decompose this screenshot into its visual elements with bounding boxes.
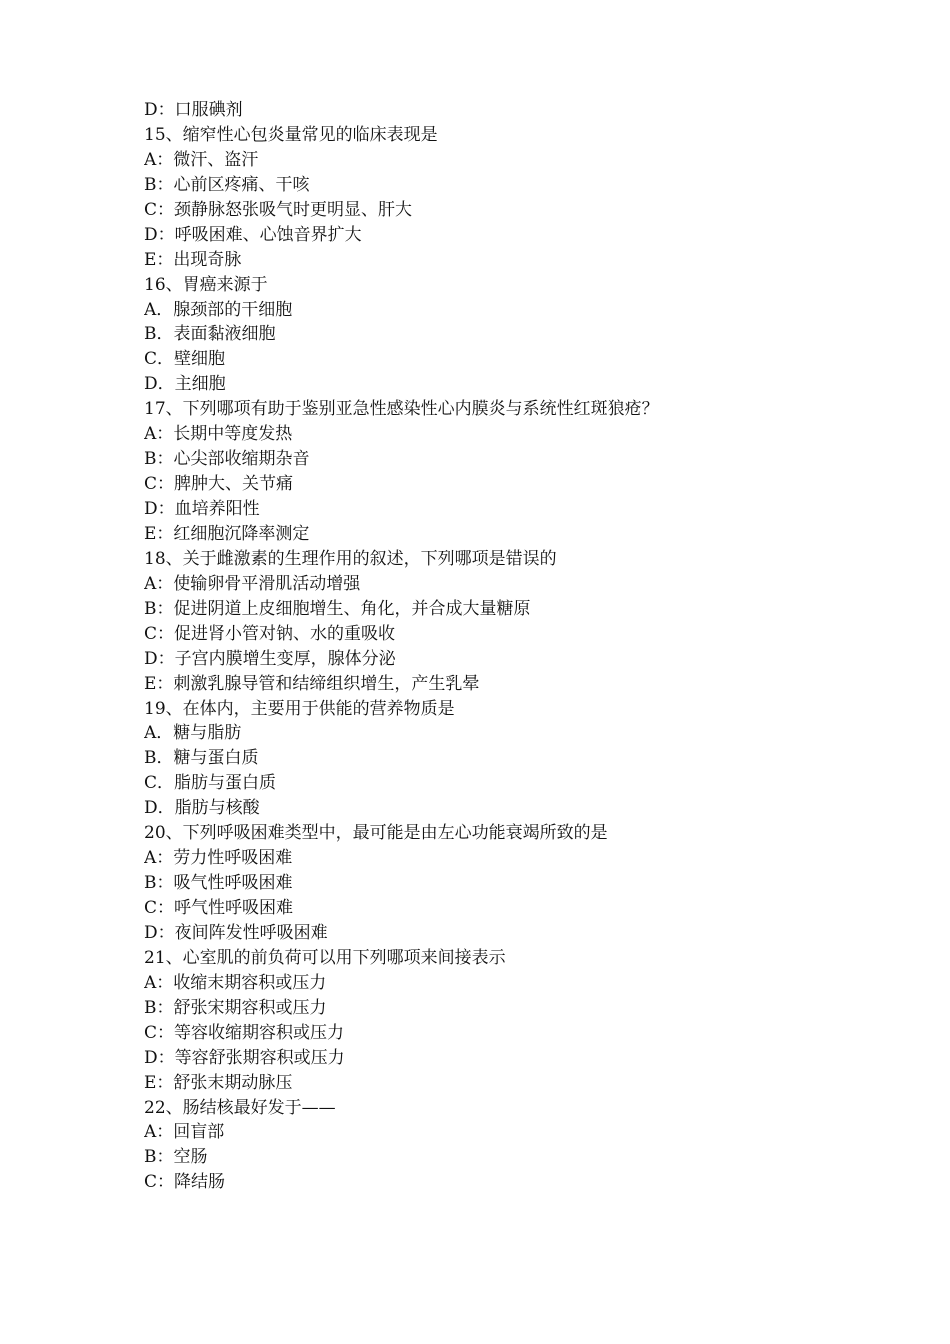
answer-option: E：舒张末期动脉压 <box>144 1072 293 1093</box>
question-text-block <box>144 98 824 1195</box>
answer-option: B：舒张宋期容积或压力 <box>144 997 327 1018</box>
answer-option: C：脾肿大、关节痛 <box>144 474 294 495</box>
answer-option: E：红细胞沉降率测定 <box>144 523 310 544</box>
answer-option: A．糖与脂肪 <box>144 723 242 744</box>
answer-option: A：回盲部 <box>144 1122 225 1143</box>
answer-option: D：等容舒张期容积或压力 <box>144 1047 345 1068</box>
answer-option: A．腺颈部的干细胞 <box>144 299 293 320</box>
answer-option: B：吸气性呼吸困难 <box>144 873 293 894</box>
answer-option: B．糖与蛋白质 <box>144 748 259 769</box>
answer-option: B：心尖部收缩期杂音 <box>144 449 310 470</box>
answer-option: C．脂肪与蛋白质 <box>144 773 277 794</box>
question-stem: 16、胃癌来源于 <box>144 274 268 295</box>
answer-option: B．表面黏液细胞 <box>144 324 276 345</box>
question-stem: 17、下列哪项有助于鉴别亚急性感染性心内膜炎与系统性红斑狼疮？ <box>144 399 659 420</box>
answer-option: B：促进阴道上皮细胞增生、角化，并合成大量糖原 <box>144 598 531 619</box>
text-line: D：口服碘剂 <box>144 100 243 120</box>
answer-option: D：呼吸困难、心蚀音界扩大 <box>144 224 362 245</box>
answer-option: D：子宫内膜增生变厚，腺体分泌 <box>144 648 396 669</box>
question-stem: 22、肠结核最好发于—— <box>144 1097 336 1118</box>
answer-option: C：颈静脉怒张吸气时更明显、肝大 <box>144 199 413 220</box>
answer-option: D．主细胞 <box>144 374 226 395</box>
answer-option: D：夜间阵发性呼吸困难 <box>144 922 328 943</box>
answer-option: B：空肠 <box>144 1147 208 1168</box>
answer-option: D：血培养阳性 <box>144 499 260 519</box>
question-stem: 20、下列呼吸困难类型中，最可能是由左心功能衰竭所致的是 <box>144 823 608 844</box>
answer-option: C．壁细胞 <box>144 349 226 370</box>
answer-option: A：使输卵骨平滑肌活动增强 <box>144 573 361 594</box>
answer-option: C：等容收缩期容积或压力 <box>144 1022 345 1043</box>
question-stem: 18、关于雌激素的生理作用的叙述，下列哪项是错误的 <box>144 548 557 569</box>
question-stem: 19、在体内，主要用于供能的营养物质是 <box>144 698 455 719</box>
answer-option: C：降结肠 <box>144 1172 226 1193</box>
answer-option: E：出现奇脉 <box>144 249 242 270</box>
answer-option: B：心前区疼痛、干咳 <box>144 174 310 195</box>
answer-option: A：收缩末期容积或压力 <box>144 972 327 993</box>
question-stem: 15、缩窄性心包炎量常见的临床表现是 <box>144 124 438 145</box>
question-stem: 21、心室肌的前负荷可以用下列哪项来间接表示 <box>144 947 506 968</box>
answer-option: D．脂肪与核酸 <box>144 798 260 819</box>
answer-option: A：劳力性呼吸困难 <box>144 848 293 869</box>
answer-option: C：呼气性呼吸困难 <box>144 898 294 918</box>
answer-option: A：微汗、盗汗 <box>144 149 259 170</box>
answer-option: C：促进肾小管对钠、水的重吸收 <box>144 623 396 644</box>
answer-option: A：长期中等度发热 <box>144 424 293 445</box>
answer-option: E：刺激乳腺导管和结缔组织增生，产生乳晕 <box>144 673 480 694</box>
